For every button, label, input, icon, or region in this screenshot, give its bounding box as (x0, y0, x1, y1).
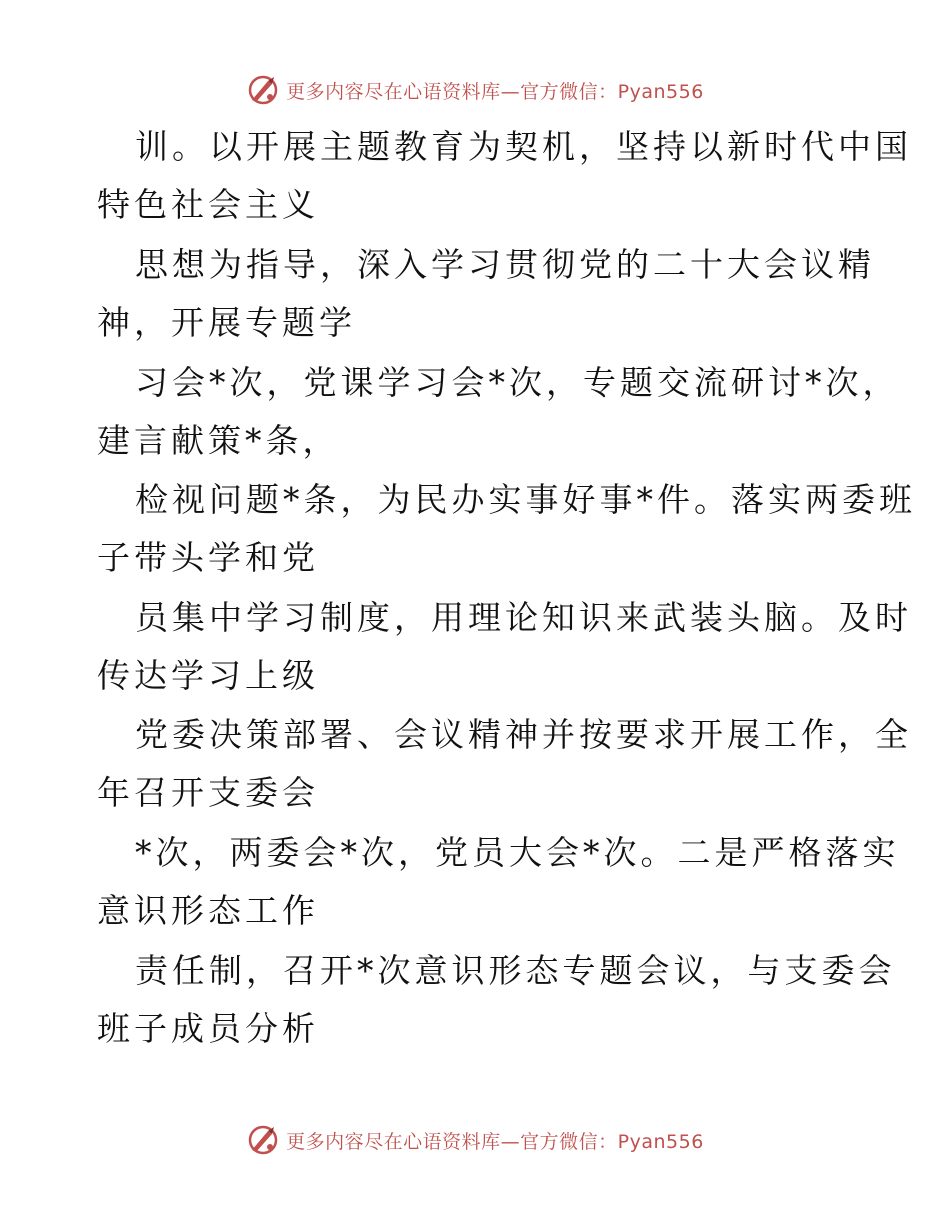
body-line: 建言献策*条， (97, 421, 340, 460)
body-line: 党委决策部署、会议精神并按要求开展工作，全 (135, 715, 912, 754)
footer-watermark-banner (0, 1120, 950, 1160)
body-line: *次，两委会*次，党员大会*次。二是严格落实 (135, 833, 900, 872)
quill-pen-logo-icon (246, 1123, 280, 1157)
quill-pen-logo-icon (246, 73, 280, 107)
body-line: 责任制，召开*次意识形态专题会议，与支委会 (135, 951, 896, 990)
body-line: 习会*次，党课学习会*次，专题交流研讨*次， (135, 363, 900, 402)
body-line: 训。以开展主题教育为契机，坚持以新时代中国 (135, 127, 912, 166)
header-watermark-banner (0, 70, 950, 110)
body-line: 年召开支委会 (97, 773, 319, 812)
body-line: 传达学习上级 (97, 656, 319, 695)
body-line: 检视问题*条，为民办实事好事*件。落实两委班 (135, 480, 916, 519)
body-line: 意识形态工作 (97, 891, 319, 930)
footer-banner-text: 更多内容尽在心语资料库—官方微信：Pyan556 (286, 1130, 704, 1153)
body-line: 特色社会主义 (97, 185, 319, 224)
header-banner-text: 更多内容尽在心语资料库—官方微信：Pyan556 (286, 80, 704, 103)
body-line: 子带头学和党 (97, 538, 319, 577)
body-line: 思想为指导，深入学习贯彻党的二十大会议精 (135, 245, 875, 284)
body-line: 班子成员分析 (97, 1009, 319, 1048)
body-line: 员集中学习制度，用理论知识来武装头脑。及时 (135, 598, 912, 637)
body-line: 神，开展专题学 (97, 303, 356, 342)
